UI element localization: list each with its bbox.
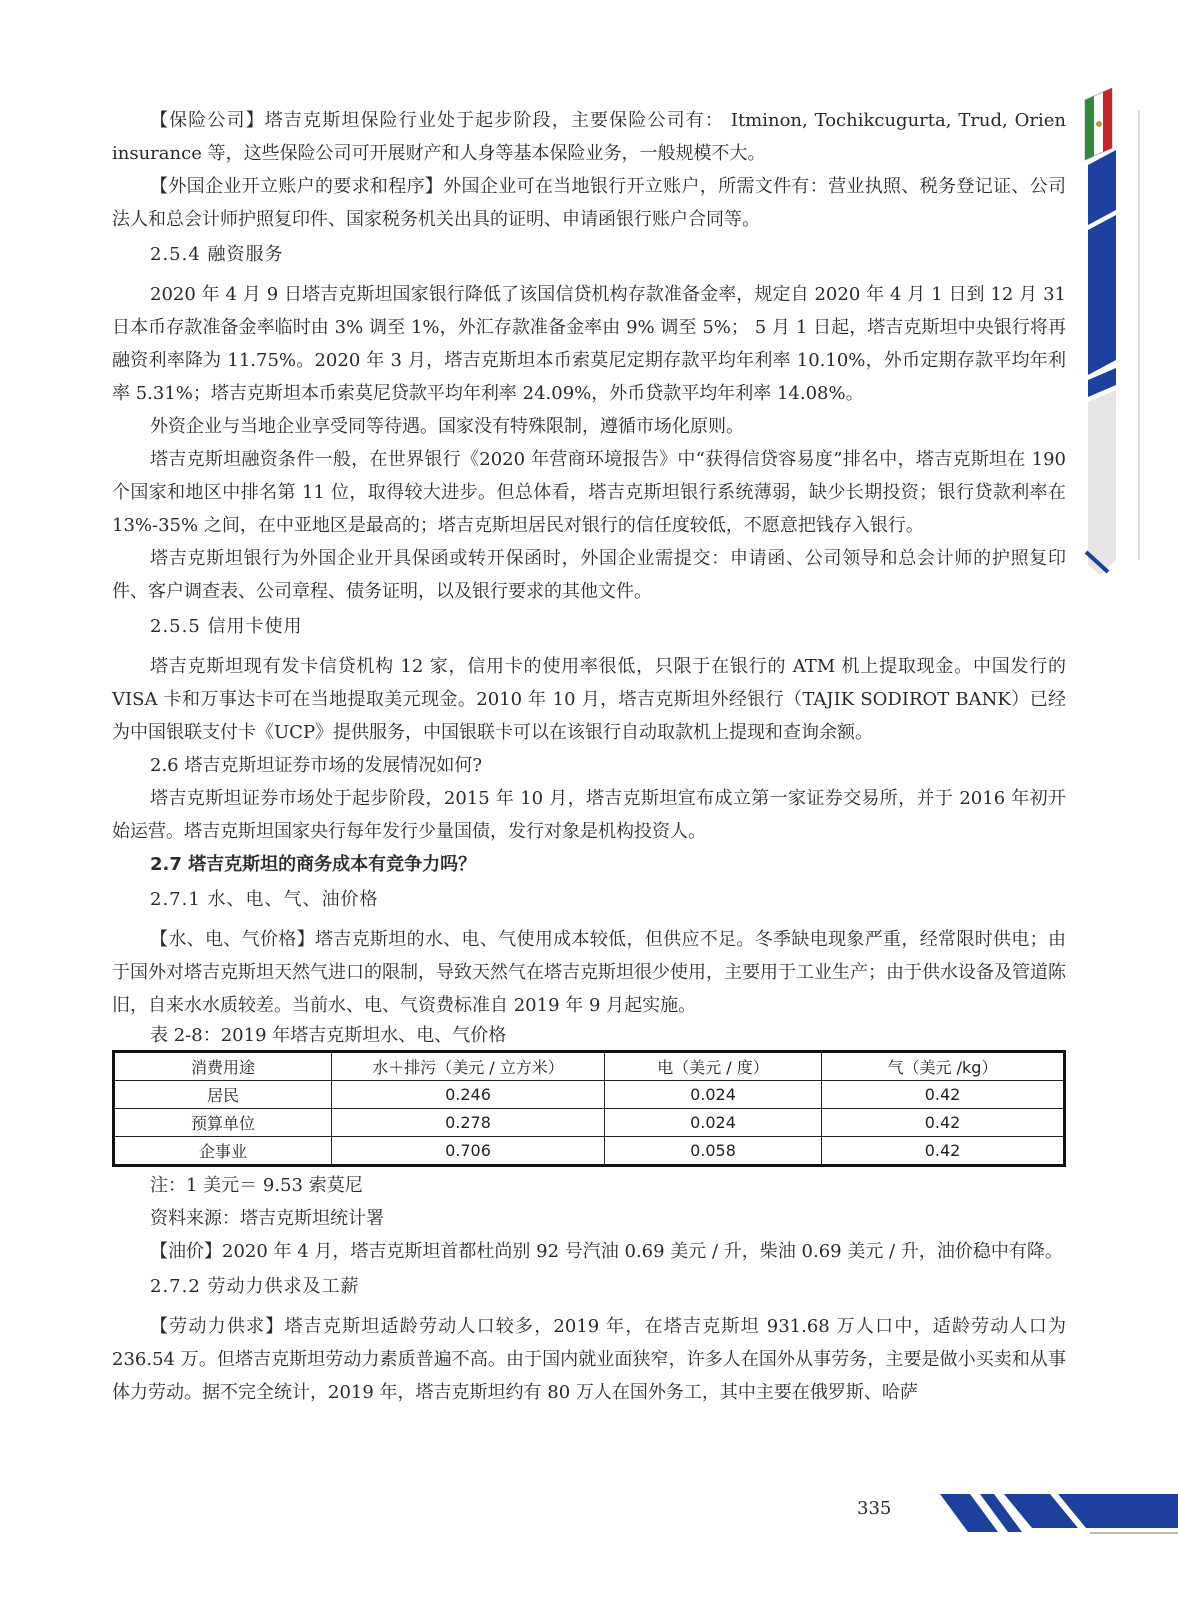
- chapter-heading: 2.7 塔吉克斯坦的商务成本有竞争力吗？: [150, 854, 477, 875]
- table-cell: 0.058: [605, 1137, 822, 1166]
- table-row: [114, 1137, 1065, 1166]
- table-cell: 企事业: [114, 1137, 332, 1166]
- section-heading: 2.7.2 劳动力供求及工薪: [150, 1276, 360, 1297]
- side-stripe: [1088, 150, 1116, 225]
- paragraph: 外资企业与当地企业享受同等待遇。国家没有特殊限制，遵循市场化原则。: [150, 416, 744, 437]
- table-cell: 0.42: [822, 1109, 1065, 1137]
- side-line: [1138, 110, 1140, 560]
- table-header: 水＋排污（美元 / 立方米）: [332, 1052, 605, 1081]
- price-table: [112, 1050, 1066, 1167]
- table-header: 电（美元 / 度）: [605, 1052, 822, 1081]
- table-row: [114, 1081, 1065, 1109]
- section-heading: 2.5.4 融资服务: [150, 244, 284, 265]
- paragraph: 塔吉克斯坦证券市场处于起步阶段，2015 年 10 月，塔吉克斯坦宣布成立第一家证券交易所，并于 2016 年初开始运营。塔吉克斯坦国家央行每年发行少量国债，发行对象是机构投资人。: [112, 788, 1066, 842]
- section-heading: 2.7.1 水、电、气、油价格: [150, 889, 379, 910]
- table-row: [114, 1109, 1065, 1137]
- paragraph: 塔吉克斯坦现有发卡信贷机构 12 家，信用卡的使用率很低，只限于在银行的 ATM 机上提取现金。中国发行的 VISA 卡和万事达卡可在当地提取美元现金。2010 年 10 月，塔吉克斯坦外经银行（TAJIK SODIROT BANK）已经为中国银联支付卡《UCP》提供服务，中国银联卡可以在该银行自动取款机上提现和查询余额。: [112, 656, 1066, 743]
- page-number: 335: [857, 1498, 892, 1519]
- side-panel: [1088, 390, 1116, 575]
- paragraph: 【保险公司】塔吉克斯坦保险行业处于起步阶段，主要保险公司有： Itminon, Tochikcugurta, Trud, Orien insurance 等，这些保险公司可开展财产和人身等基本保险业务，一般规模不大。: [112, 110, 1066, 164]
- table-header: 气（美元 /kg）: [822, 1052, 1065, 1081]
- paragraph: 【外国企业开立账户的要求和程序】外国企业可在当地银行开立账户，所需文件有：营业执照、税务登记证、公司法人和总会计师护照复印件、国家税务机关出具的证明、申请函银行账户合同等。: [112, 176, 1066, 230]
- side-stripe: [1088, 215, 1116, 375]
- footer-decoration: [940, 1488, 1178, 1538]
- paragraph: 塔吉克斯坦融资条件一般，在世界银行《2020 年营商环境报告》中“获得信贷容易度”排名中，塔吉克斯坦在 190 个国家和地区中排名第 11 位，取得较大进步。但总体看，塔吉克斯坦银行系统薄弱，缺少长期投资；银行贷款利率在 13%-35% 之间，在中亚地区是最高的；塔吉克斯坦居民对银行的信任度较低，不愿意把钱存入银行。: [112, 449, 1066, 536]
- table-cell: 0.024: [605, 1081, 822, 1109]
- table-cell: 预算单位: [114, 1109, 332, 1137]
- paragraph: 【劳动力供求】塔吉克斯坦适龄劳动人口较多，2019 年，在塔吉克斯坦 931.68 万人口中，适龄劳动人口为 236.54 万。但塔吉克斯坦劳动力素质普遍不高。由于国内就业面狭窄，许多人在国外从事劳务，主要是做小买卖和从事体力劳动。据不完全统计，2019 年，塔吉克斯坦约有 80 万人在国外务工，其中主要在俄罗斯、哈萨: [112, 1316, 1066, 1403]
- table-header: 消费用途: [114, 1052, 332, 1081]
- table-header-row: [114, 1052, 1065, 1081]
- side-decoration: [1078, 0, 1178, 600]
- table-cell: 0.706: [332, 1137, 605, 1166]
- table-cell: 0.246: [332, 1081, 605, 1109]
- paragraph: 塔吉克斯坦银行为外国企业开具保函或转开保函时，外国企业需提交：申请函、公司领导和总会计师的护照复印件、客户调查表、公司章程、债务证明，以及银行要求的其他文件。: [112, 548, 1066, 602]
- paragraph: 2020 年 4 月 9 日塔吉克斯坦国家银行降低了该国信贷机构存款准备金率，规定自 2020 年 4 月 1 日到 12 月 31 日本币存款准备金率临时由 3% 调至 1%，外汇存款准备金率由 9% 调至 5%； 5 月 1 日起，塔吉克斯坦中央银行将再融资利率降为 11.75%。2020 年 3 月，塔吉克斯坦本币索莫尼定期存款平均年利率 10.10%，外币定期存款平均年利率 5.31%；塔吉克斯坦本币索莫尼贷款平均年利率 24.09%，外币贷款平均年利率 14.08%。: [112, 284, 1066, 404]
- paragraph: 【油价】2020 年 4 月，塔吉克斯坦首都杜尚别 92 号汽油 0.69 美元 / 升，柴油 0.69 美元 / 升，油价稳中有降。: [150, 1241, 1063, 1262]
- table-cell: 0.278: [332, 1109, 605, 1137]
- page-content: [112, 104, 1066, 1409]
- table-caption: 表 2-8：2019 年塔吉克斯坦水、电、气价格: [150, 1025, 507, 1046]
- flag-icon: [1085, 88, 1112, 160]
- table-source: 资料来源：塔吉克斯坦统计署: [150, 1208, 384, 1229]
- table-cell: 0.42: [822, 1137, 1065, 1166]
- table-cell: 0.42: [822, 1081, 1065, 1109]
- table-cell: 0.024: [605, 1109, 822, 1137]
- table-note: 注：1 美元＝ 9.53 索莫尼: [150, 1175, 363, 1196]
- section-heading: 2.5.5 信用卡使用: [150, 616, 303, 637]
- table-cell: 居民: [114, 1081, 332, 1109]
- section-heading: 2.6 塔吉克斯坦证券市场的发展情况如何?: [150, 755, 482, 776]
- paragraph: 【水、电、气价格】塔吉克斯坦的水、电、气使用成本较低，但供应不足。冬季缺电现象严重，经常限时供电；由于国外对塔吉克斯坦天然气进口的限制，导致天然气在塔吉克斯坦很少使用，主要用于工业生产；由于供水设备及管道陈旧，自来水水质较差。当前水、电、气资费标准自 2019 年 9 月起实施。: [112, 929, 1066, 1016]
